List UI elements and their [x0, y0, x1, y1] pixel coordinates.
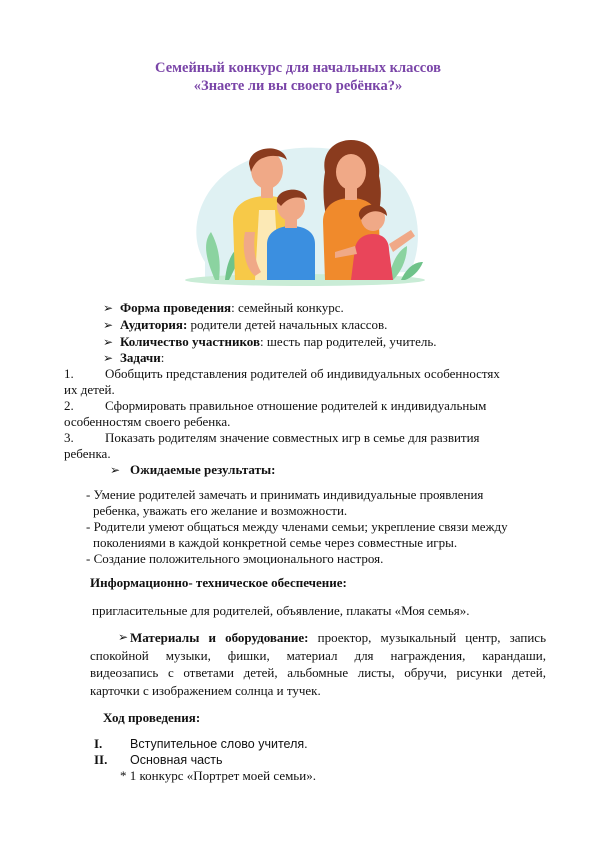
- expected-line: поколениями в каждой конкретной семье через совместные игры.: [93, 535, 458, 550]
- page-subtitle: «Знаете ли вы своего ребёнка?»: [193, 78, 403, 94]
- task-number: 1.: [64, 366, 74, 381]
- expected-heading: Ожидаемые результаты:: [130, 462, 276, 477]
- expected-line: - Родители умеют общаться между членами семьи; укрепление связи между: [86, 519, 508, 534]
- expected-line: - Умение родителей замечать и принимать индивидуальные проявления: [86, 487, 484, 502]
- bullet-tasks: Задачи:: [120, 350, 165, 365]
- task-text: Показать родителям значение совместных игр в семье для развития: [105, 430, 480, 445]
- task-number: 3.: [64, 430, 74, 445]
- progress-item: Основная часть: [130, 753, 223, 767]
- expected-line: ребенка, уважать его желание и возможности.: [93, 503, 348, 518]
- progress-subitem: * 1 конкурс «Портрет моей семьи».: [120, 768, 316, 783]
- task-text-cont: их детей.: [64, 382, 115, 397]
- page-title: Семейный конкурс для начальных классов: [155, 60, 441, 76]
- progress-item: Вступительное слово учителя.: [130, 737, 308, 751]
- progress-heading: Ход проведения:: [103, 710, 201, 725]
- family-illustration: [175, 112, 435, 287]
- expected-line: - Создание положительного эмоционального настроя.: [86, 551, 384, 566]
- task-text-cont: ребенка.: [64, 446, 111, 461]
- arrow-bullet-icon: ➢: [110, 463, 121, 477]
- task-text-cont: особенностям своего ребенка.: [64, 414, 231, 429]
- materials-label: Материалы и оборудование:: [130, 630, 309, 645]
- info-text: пригласительные для родителей, объявление, плакаты «Моя семья».: [92, 603, 470, 618]
- bullet-participants: Количество участников: шесть пар родителей, учитель.: [120, 334, 437, 349]
- progress-number: II.: [94, 752, 108, 767]
- arrow-bullet-icon: ➢: [103, 351, 114, 365]
- bullet-form: Форма проведения: семейный конкурс.: [120, 300, 344, 315]
- info-heading: Информационно- техническое обеспечение:: [90, 575, 347, 590]
- arrow-bullet-icon: ➢: [103, 301, 114, 315]
- arrow-bullet-icon: ➢: [118, 630, 129, 644]
- arrow-bullet-icon: ➢: [103, 318, 114, 332]
- task-text: Сформировать правильное отношение родителей к индивидуальным: [105, 398, 487, 413]
- task-number: 2.: [64, 398, 74, 413]
- progress-number: I.: [94, 736, 103, 751]
- task-text: Обобщить представления родителей об индивидуальных особенностях: [105, 366, 500, 381]
- materials-paragraph: Материалы и оборудование: проектор, музыкальный центр, запись спокойной музыки, фишки, материал для награждения, карандаши, видеозапись с ответами детей, альбомные листы, обручи, рисунки детей, карточки с изображением солнца и тучек.: [90, 630, 547, 698]
- arrow-bullet-icon: ➢: [103, 335, 114, 349]
- bullet-audience: Аудитория: родители детей начальных классов.: [120, 317, 388, 332]
